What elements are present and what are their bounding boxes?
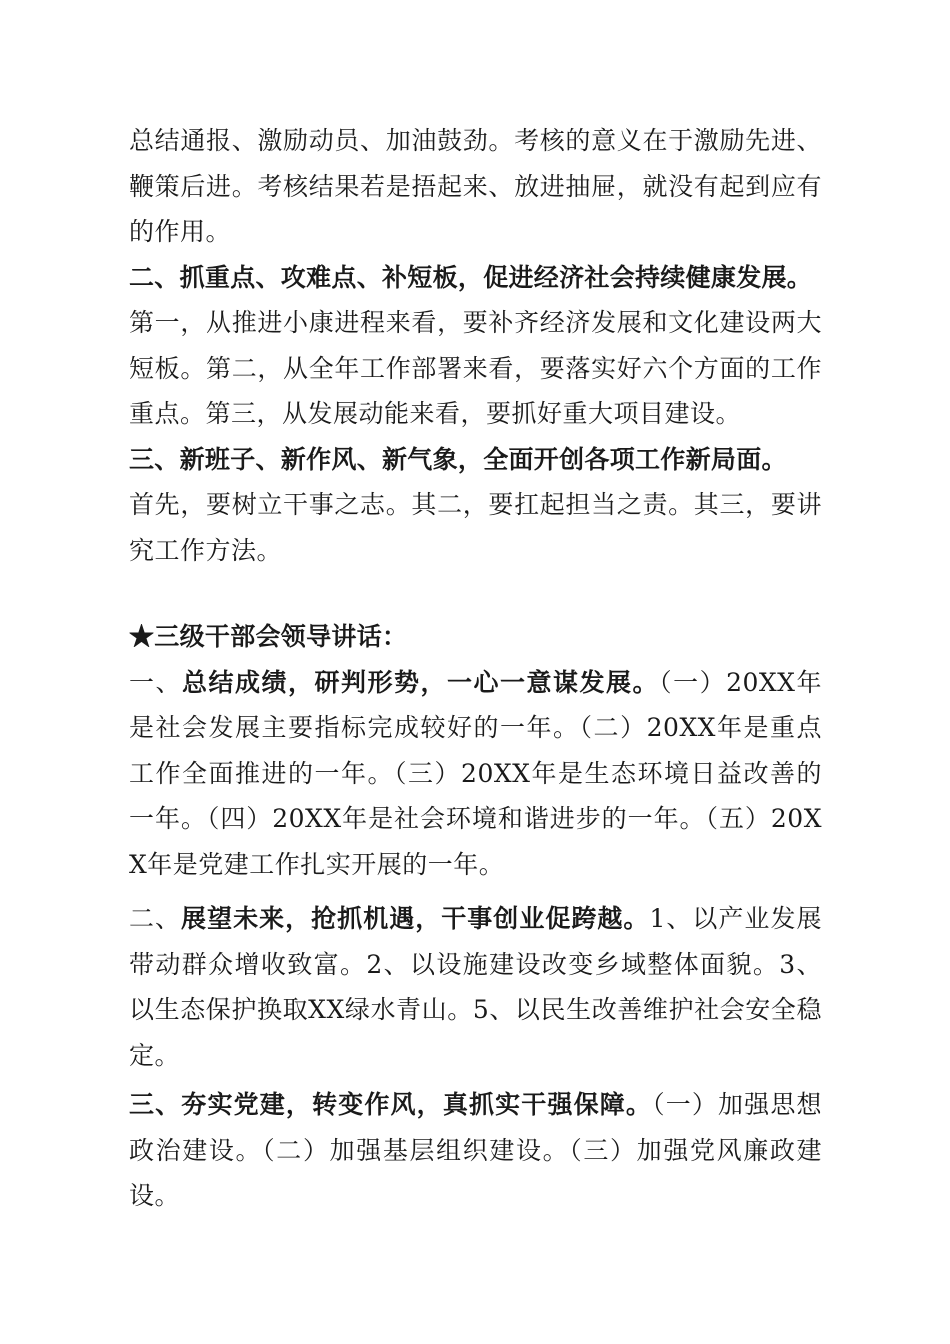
heading-section-three: 三、新班子、新作风、新气象，全面开创各项工作新局面。: [129, 444, 787, 474]
speech-point-one-number: 一、: [129, 667, 183, 697]
heading-section-two: 二、抓重点、攻难点、补短板，促进经济社会持续健康发展。: [129, 262, 813, 292]
speech-point-one-heading: 总结成绩，研判形势，一心一意谋发展。: [182, 667, 660, 697]
speech-point-two-number: 二、: [129, 904, 182, 933]
document-body: [129, 118, 822, 1219]
spacer: [129, 887, 822, 896]
speech-point-two: [129, 896, 822, 1078]
speech-point-three-text: （一）加强思想政治建设。（二）加强基层组织建设。（三）加强党风廉政建设。: [129, 1090, 822, 1210]
speech-point-two-heading: 展望未来，抢抓机遇，干事创业促跨越。: [181, 904, 650, 933]
paragraph-assessment: 总结通报、激励动员、加油鼓劲。考核的意义在于激励先进、鞭策后进。考核结果若是捂起来、放进抽屉，就没有起到应有的作用。: [129, 126, 822, 246]
paragraph-section-three: 首先，要树立干事之志。其二，要扛起担当之责。其三，要讲究工作方法。: [129, 490, 822, 565]
speech-point-two-text: 1、以产业发展带动群众增收致富。2、以设施建设改变乡域整体面貌。3、以生态保护换取XX绿水青山。5、以民生改善维护社会安全稳定。: [129, 904, 822, 1070]
speech-point-one-text: （一）20XX年是社会发展主要指标完成较好的一年。（二）20XX年是重点工作全面推进的一年。（三）20XX年是生态环境日益改善的一年。（四）20XX年是社会环境和谐进步的一年。（五）20XX年是党建工作扎实开展的一年。: [129, 667, 822, 879]
spacer: [129, 573, 822, 614]
speech-title: ★三级干部会领导讲话：: [129, 622, 408, 651]
speech-point-three: [129, 1082, 822, 1219]
speech-point-one: [129, 660, 822, 888]
paragraph-section-two: 第一，从推进小康进程来看，要补齐经济发展和文化建设两大短板。第二，从全年工作部署来看，要落实好六个方面的工作重点。第三，从发展动能来看，要抓好重大项目建设。: [129, 308, 822, 428]
speech-point-three-heading: 三、夯实党建，转变作风，真抓实干强保障。: [129, 1090, 653, 1119]
